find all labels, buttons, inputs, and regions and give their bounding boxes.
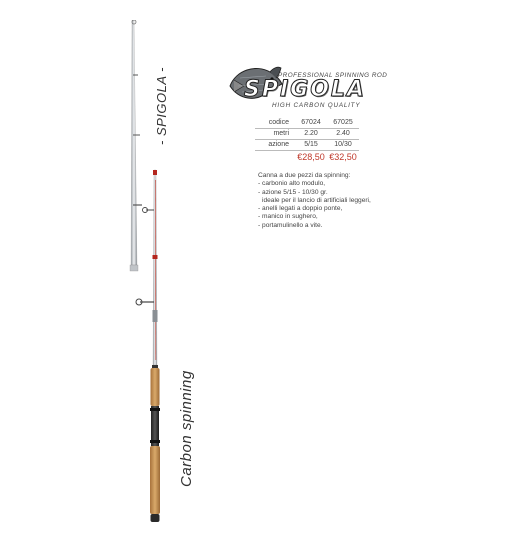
spec-label: metri	[255, 129, 295, 140]
spec-label: codice	[255, 118, 295, 129]
specs-table	[255, 118, 359, 163]
product-description	[258, 172, 371, 230]
logo-brand-name: SPIGOLA	[244, 77, 366, 102]
spec-value: 67025	[327, 118, 359, 129]
description-line: - portamulinello a vite.	[258, 221, 323, 229]
description-line: - carbonio alto modulo,	[258, 180, 326, 188]
rod-butt-section	[136, 170, 160, 522]
model-vertical-label: - SPIGOLA -	[154, 67, 169, 145]
price-67025: €32,50	[329, 152, 357, 162]
price-row	[255, 151, 359, 164]
description-line: Canna a due pezzi da spinning:	[258, 172, 351, 179]
rod-tip-section	[130, 20, 142, 271]
description-line: - azione 5/15 - 10/30 gr.	[258, 188, 328, 196]
description-line: ideale per il lancio di artificiali leggeri,	[262, 196, 371, 204]
spec-value: 2.20	[295, 129, 327, 140]
table-row	[255, 140, 359, 151]
spec-value: 2.40	[327, 129, 359, 140]
price-67024: €28,50	[297, 152, 325, 162]
spigola-logo	[226, 60, 406, 110]
spec-label: azione	[255, 140, 295, 151]
description-line: - anelli legati a doppio ponte,	[258, 205, 343, 213]
spec-value: 5/15	[295, 140, 327, 151]
logo-subtitle: HIGH CARBON QUALITY	[272, 102, 361, 109]
table-row	[255, 118, 359, 129]
description-line: - manico in sughero,	[258, 213, 318, 221]
spec-value: 67024	[295, 118, 327, 129]
spec-value: 10/30	[327, 140, 359, 151]
logo-tagline: PROFESSIONAL SPINNING ROD	[278, 72, 388, 79]
table-row	[255, 129, 359, 140]
rod-type-vertical-label: Carbon spinning	[178, 370, 195, 487]
